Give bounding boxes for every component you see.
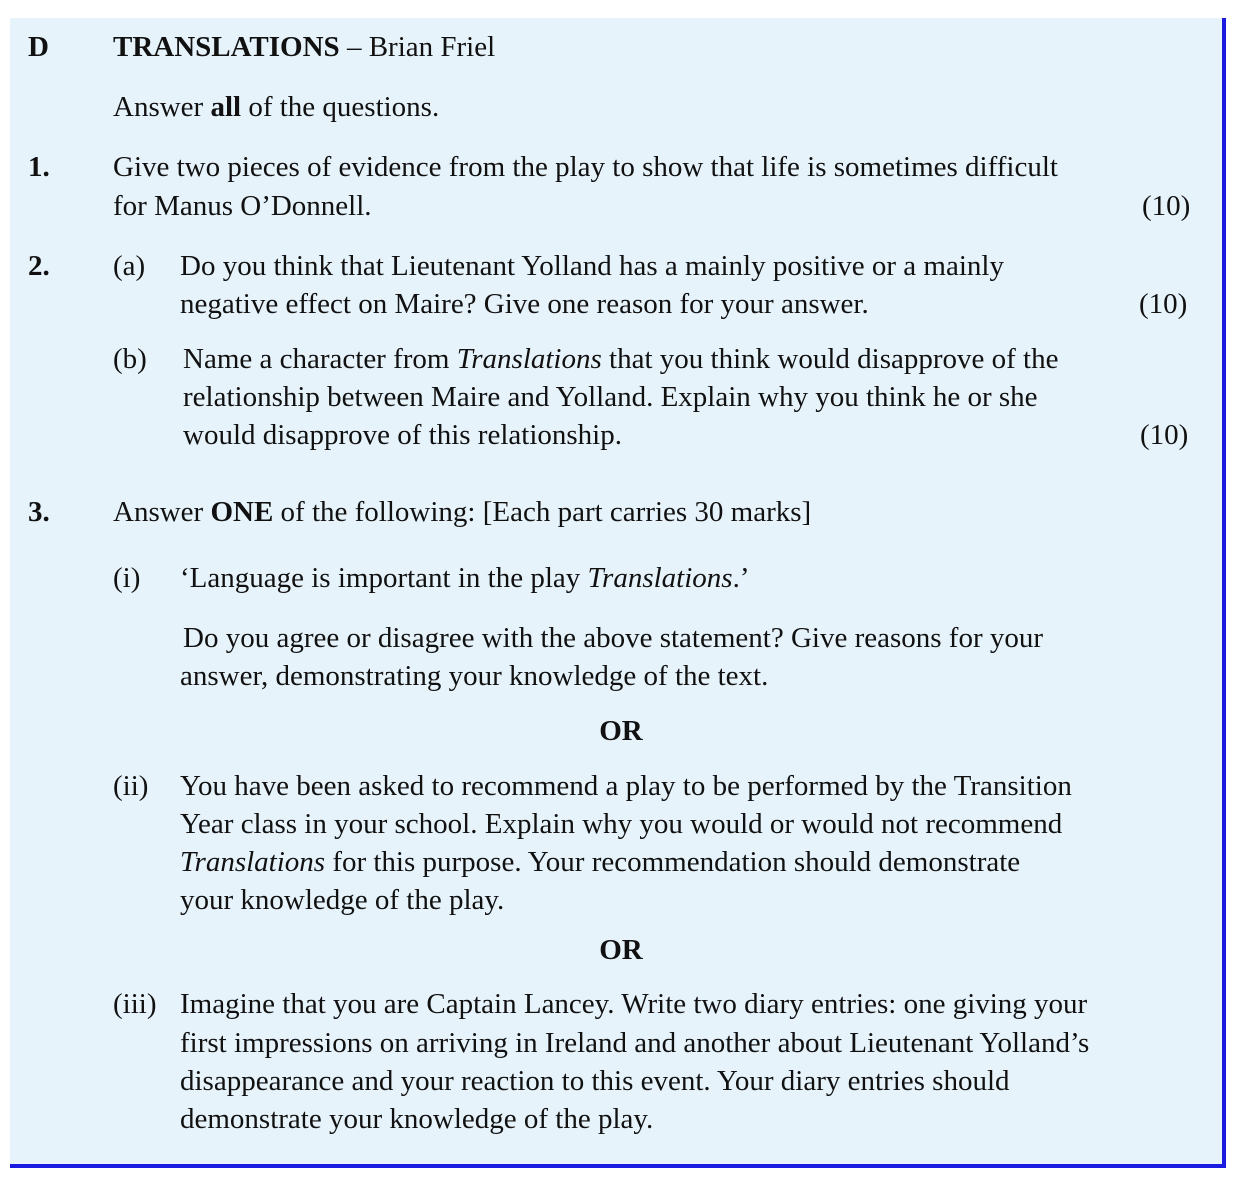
question-3ii-line-2: Year class in your school. Explain why you would or would not recommend [180,808,1063,840]
question-1-line-1: Give two pieces of evidence from the play to show that life is sometimes difficult [113,151,1058,183]
q3-intro-bold: ONE [210,496,274,528]
question-2a-label: (a) [113,250,146,282]
question-3iii-label: (iii) [113,988,157,1020]
question-3ii-label: (ii) [113,770,149,802]
section-dash: – [339,31,369,63]
question-1-line-2: for Manus O’Donnell. [113,190,372,222]
exam-question-panel [10,18,1226,1168]
or-divider-2: OR [599,934,643,966]
question-3-intro [113,493,811,531]
question-3iii-line-4: demonstrate your knowledge of the play. [180,1103,654,1135]
q3ii-play-title: Translations [180,846,326,878]
question-3i-line-1: Do you agree or disagree with the above statement? Give reasons for your [183,622,1044,654]
question-1-marks: (10) [1142,190,1191,222]
question-2a-marks: (10) [1139,288,1188,320]
question-3-number: 3. [28,496,50,528]
q2b-line1-pre: Name a character from [183,343,457,375]
question-2b-label: (b) [113,343,147,375]
question-3ii-line-4: your knowledge of the play. [180,884,505,916]
instruction-text-bold: all [210,91,242,123]
q2b-play-title: Translations [456,343,602,375]
question-2b-line-2: relationship between Maire and Yolland. Explain why you think he or she [183,381,1038,413]
question-3ii-line-1: You have been asked to recommend a play to be performed by the Transition [180,770,1072,802]
q3ii-line3-post: for this purpose. Your recommendation should demonstrate [325,846,1021,878]
q3-intro-post: of the following: [Each part carries 30 marks] [273,496,812,528]
question-3iii-line-2: first impressions on arriving in Ireland and another about Lieutenant Yolland’s [180,1027,1090,1059]
q3i-quote-pre: ‘Language is important in the play [180,562,588,594]
section-title: TRANSLATIONS [113,31,340,63]
question-3iii-line-1: Imagine that you are Captain Lancey. Write two diary entries: one giving your [180,988,1088,1020]
instruction-text-pre: Answer [113,91,211,123]
question-3iii-line-3: disappearance and your reaction to this event. Your diary entries should [180,1065,1010,1097]
section-author: Brian Friel [368,31,496,63]
question-3ii-line-3 [180,843,1020,881]
question-3i-label: (i) [113,562,141,594]
question-2b-line-1 [183,340,1058,378]
question-2b-marks: (10) [1140,419,1189,451]
question-1-number: 1. [28,151,50,183]
question-2a-line-2: negative effect on Maire? Give one reason for your answer. [180,288,869,320]
question-2a-line-1: Do you think that Lieutenant Yolland has a mainly positive or a mainly [180,250,1004,282]
question-3i-line-2: answer, demonstrating your knowledge of the text. [180,660,769,692]
question-3i-quote [180,559,750,597]
q3i-quote-post: .’ [732,562,750,594]
q3-intro-pre: Answer [113,496,211,528]
question-2b-line-3: would disapprove of this relationship. [183,419,622,451]
question-2-number: 2. [28,250,50,282]
section-instruction [113,88,439,126]
q3i-play-title: Translations [587,562,733,594]
section-letter: D [28,31,49,63]
or-divider-1: OR [599,715,643,747]
instruction-text-post: of the questions. [241,91,440,123]
section-heading [113,28,495,66]
q2b-line1-post: that you think would disapprove of the [601,343,1059,375]
